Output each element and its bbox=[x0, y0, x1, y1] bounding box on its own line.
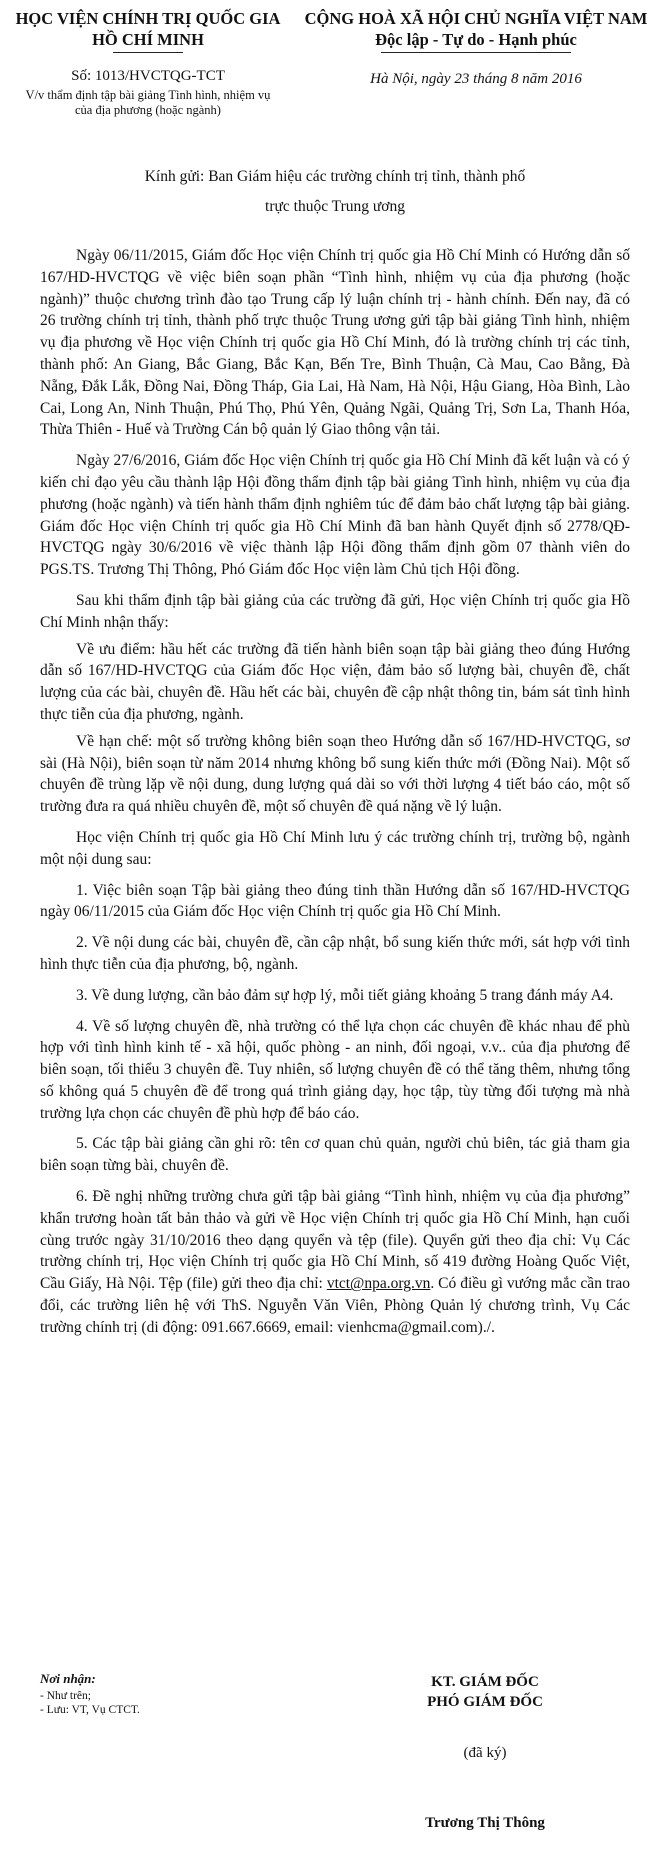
agency-name-line2: HỒ CHÍ MINH bbox=[92, 30, 204, 49]
body-paragraph-strengths: Về ưu điểm: hầu hết các trường đã tiến hành biên soạn tập bài giảng theo đúng Hướng dẫn số 167/HD-HVCTQG của Giám đốc Học viện, đảm bảo số lượng bài, chuyên đề, chất lượng của các bài, chuyên đề. Hầu hết các bài, chuyên đề cập nhật thông tin, bám sát tình hình thực tiễn của địa phương, ngành. bbox=[40, 640, 630, 723]
body-item-5: 5. Các tập bài giảng cần ghi rõ: tên cơ quan chủ quản, người chủ biên, tác giả tham gia biên soạn từng bài, chuyên đề. bbox=[40, 1135, 630, 1175]
document-subject-line1: V/v thẩm định tập bài giảng Tình hình, nhiệm vụ bbox=[25, 88, 271, 102]
recipient-block bbox=[40, 162, 630, 222]
body-paragraph-3: Sau khi thẩm định tập bài giảng của các trường đã gửi, Học viện Chính trị quốc gia Hồ Chí Minh nhận thấy: bbox=[40, 591, 630, 631]
document-subject-line2: của địa phương (hoặc ngành) bbox=[75, 103, 221, 117]
national-motto: Độc lập - Tự do - Hạnh phúc bbox=[375, 30, 577, 49]
recipient-line1: Kính gửi: Ban Giám hiệu các trường chính trị tỉnh, thành phố bbox=[144, 168, 526, 185]
signature-title-2: PHÓ GIÁM ĐỐC bbox=[427, 1694, 543, 1710]
issuing-agency-block bbox=[8, 8, 288, 118]
motto-underline bbox=[381, 52, 571, 53]
body-item-4: 4. Về số lượng chuyên đề, nhà trường có thể lựa chọn các chuyên đề khác nhau để phù hợp với tình hình kinh tế - xã hội, quốc phòng - an ninh, đối ngoại, v.v.. của địa phương để biên soạn, tối thiểu 3 chuyên đề. Tuy nhiên, số lượng chuyên đề có thể tăng thêm, nhưng tổng số không quá 5 chuyên đề để trong quá trình giảng dạy, học tập, tùy từng đối tượng mà nhà trường lựa chọn các chuyên đề phù hợp để báo cáo. bbox=[40, 1017, 630, 1122]
body-item-6-text-a: 6. Đề nghị những trường chưa gửi tập bài giảng “Tình hình, nhiệm vụ của địa phương” khẩn trương hoàn tất bản thảo và gửi về Học viện Chính trị quốc gia Hồ Chí Minh, hạn cuối cùng trước ngày 31/10/2016 theo dạng quyển và tệp (file). Quyển gửi theo địa chỉ: Vụ Các trường chính trị, Học viện Chính trị quốc gia Hồ Chí Minh, số 419 đường Hoàng Quốc Việt, Cầu Giấy, Hà Nội. Tệp (file) gửi theo địa chỉ: bbox=[40, 1188, 630, 1293]
email-link[interactable]: vtct@npa.org.vn bbox=[326, 1275, 431, 1293]
document-body bbox=[40, 245, 630, 1348]
body-paragraph-2: Ngày 27/6/2016, Giám đốc Học viện Chính trị quốc gia Hồ Chí Minh đã kết luận và có ý kiến chỉ đạo yêu cầu thành lập Hội đồng thẩm định tập bài giảng Tình hình, nhiệm vụ của địa phương (hoặc ngành) và tiến hành thẩm định nghiêm túc để đảm bảo chất lượng tập bài giảng. Giám đốc Học viện Chính trị quốc gia Hồ Chí Minh đã ban hành Quyết định số 2778/QĐ-HVCTQG ngày 30/6/2016 về việc thành lập Hội đồng thẩm định gồm 07 thành viên do PGS.TS. Trương Thị Thông, Phó Giám đốc Học viện làm Chủ tịch Hội đồng. bbox=[40, 452, 630, 579]
body-paragraph-notes-intro: Học viện Chính trị quốc gia Hồ Chí Minh lưu ý các trường chính trị, trường bộ, ngành một nội dung sau: bbox=[40, 828, 630, 868]
recipients-item-2: - Lưu: VT, Vụ CTCT. bbox=[40, 1704, 140, 1716]
agency-underline bbox=[113, 52, 183, 53]
place-date: Hà Nội, ngày 23 tháng 8 năm 2016 bbox=[370, 71, 582, 87]
recipients-list bbox=[40, 1672, 290, 1717]
national-title: CỘNG HOÀ XÃ HỘI CHỦ NGHĨA VIỆT NAM bbox=[304, 9, 648, 28]
body-item-2: 2. Về nội dung các bài, chuyên đề, cần cập nhật, bổ sung kiến thức mới, sát hợp với tình hình thực tiễn của địa phương, bộ, ngành. bbox=[40, 934, 630, 973]
national-title-block bbox=[300, 8, 652, 89]
signer-name: Trương Thị Thông bbox=[425, 1815, 545, 1831]
recipients-label: Nơi nhận: bbox=[40, 1671, 96, 1686]
body-paragraph-limitations: Về hạn chế: một số trường không biên soạn theo Hướng dẫn số 167/HD-HVCTQG, sơ sài (Hà Nội), biên soạn từ năm 2014 nhưng không bổ sung kiến thức mới (Đồng Nai). Một số chuyên đề trùng lặp về nội dung, dung lượng quá dài so với thời lượng 4 tiết báo cáo, một số trường đưa ra quá nhiều chuyên đề, một số chuyên đề quá nặng về lý luận. bbox=[40, 732, 630, 816]
body-item-6-text-b: . Có điều gì vướng mắc cần trao đổi, các trường liên hệ với ThS. Nguyễn Văn Viên, Phòng Quản lý chương trình, Vụ Các trường chính trị (di động: 091.667.6669, email: vienhcma@gmail.com)./. bbox=[40, 1275, 630, 1336]
body-item-1: 1. Việc biên soạn Tập bài giảng theo đúng tinh thần Hướng dẫn số 167/HD-HVCTQG ngày 06/11/2015 của Giám đốc Học viện Chính trị quốc gia Hồ Chí Minh. bbox=[40, 881, 630, 921]
body-item-6 bbox=[40, 1186, 630, 1339]
document-number: Số: 1013/HVCTQG-TCT bbox=[71, 68, 225, 84]
signature-title-1: KT. GIÁM ĐỐC bbox=[431, 1674, 539, 1690]
body-paragraph-1: Ngày 06/11/2015, Giám đốc Học viện Chính trị quốc gia Hồ Chí Minh có Hướng dẫn số 167/HD-HVCTQG về việc biên soạn phần “Tình hình, nhiệm vụ của địa phương (hoặc ngành)” thuộc chương trình đào tạo Trung cấp lý luận chính trị - hành chính. Đến nay, đã có 26 trường chính trị tỉnh, thành phố trực thuộc Trung ương gửi tập bài giảng Tình hình, nhiệm vụ địa phương về Học viện Chính trị quốc gia Hồ Chí Minh, đó là trường chính trị các tỉnh, thành phố: An Giang, Bắc Giang, Bắc Kạn, Bến Tre, Bình Thuận, Cà Mau, Cao Bằng, Đà Nẵng, Đắk Lắk, Đồng Nai, Đồng Tháp, Gia Lai, Hà Nam, Hà Nội, Hậu Giang, Hòa Bình, Lào Cai, Long An, Ninh Thuận, Phú Thọ, Phú Yên, Quảng Ngãi, Quảng Trị, Sơn La, Thanh Hóa, Thừa Thiên - Huế và Trường Cán bộ quản lý Giao thông vận tải. bbox=[40, 247, 630, 439]
recipient-line2: trực thuộc Trung ương bbox=[265, 198, 405, 215]
recipients-item-1: - Như trên; bbox=[40, 1690, 91, 1702]
signature-title-block bbox=[360, 1672, 610, 1712]
agency-name-line1: HỌC VIỆN CHÍNH TRỊ QUỐC GIA bbox=[15, 9, 281, 28]
signed-note: (đã ký) bbox=[463, 1745, 507, 1761]
body-item-3: 3. Về dung lượng, cần bảo đảm sự hợp lý, mỗi tiết giảng khoảng 5 trang đánh máy A4. bbox=[76, 986, 614, 1004]
